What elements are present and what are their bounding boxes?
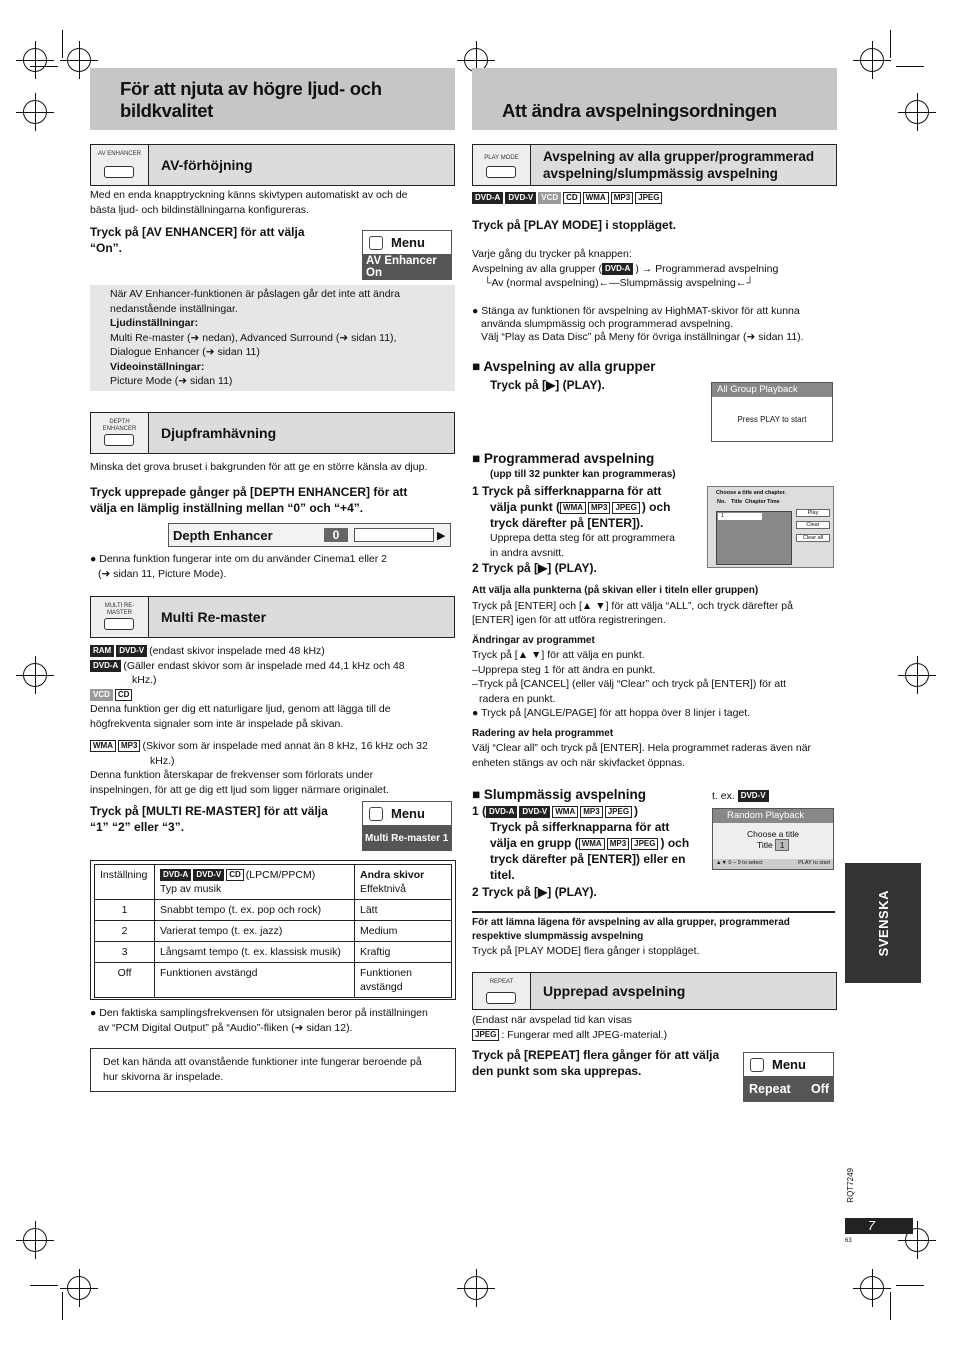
av-instruction: [90, 224, 350, 256]
text-line: 1 Tryck på sifferknapparna för att: [472, 484, 662, 498]
osd-value: Multi Re-master 1: [363, 826, 451, 850]
disc-tag: DVD-A: [90, 660, 121, 672]
disc-tag: WMA: [583, 192, 609, 204]
disc-tag: DVD-V: [193, 869, 224, 881]
text: 1 (: [472, 804, 487, 818]
cell: 2: [95, 921, 155, 942]
text-line: tryck därefter på [ENTER]) eller en: [490, 852, 686, 866]
program-step1: [472, 483, 704, 531]
text-line: titel.: [490, 868, 515, 882]
text-line: ● Tryck på [ANGLE/PAGE] för att hoppa över 8 linjer i taget.: [472, 707, 751, 719]
osd-clear-button[interactable]: Clear: [796, 521, 830, 529]
registration-mark: [23, 48, 47, 72]
text-line: Tryck på [▲ ▼] för att välja en punkt.: [472, 649, 645, 661]
osd-menu-label: Menu: [772, 1057, 806, 1072]
settings-table-frame: [90, 860, 456, 1000]
osd-value: AV Enhancer On: [363, 255, 451, 279]
depth-enhancer-bar: [168, 523, 451, 547]
disc-tag: CD: [563, 192, 581, 204]
text-line: bästa ljud- och bildinställningarna konfigureras.: [90, 203, 309, 216]
table-row: [95, 963, 452, 998]
text-line: När AV Enhancer-funktionen är påslagen går det inte att ändra: [110, 288, 400, 300]
osd-title-field[interactable]: 1: [775, 839, 789, 851]
crop-mark: [896, 1285, 924, 1286]
program-osd: [707, 486, 834, 568]
multi-remaster-bullet: [90, 1006, 460, 1035]
section-title: Djupframhävning: [161, 425, 277, 441]
right-page-title: Att ändra avspelningsordningen: [502, 100, 777, 121]
osd-menu-label: Menu: [391, 806, 425, 821]
registration-mark: [23, 663, 47, 687]
text-line: (Gäller endast skivor som är inspelade med 44,1 kHz och 48: [123, 659, 405, 672]
all-group-heading: ■ Avspelning av alla grupper: [472, 359, 656, 374]
col-label: Title: [731, 499, 743, 505]
registration-mark: [67, 48, 91, 72]
registration-mark: [464, 1276, 488, 1300]
text-line: in andra avsnitt.: [490, 546, 565, 559]
multi-remaster-osd: [362, 801, 452, 851]
cell: Medium: [355, 921, 452, 942]
text-line: [ENTER] igen för att utföra registreringen.: [472, 614, 666, 626]
text-line: Multi Re-master (➜ nedan), Advanced Surround (➜ sidan 11),: [110, 331, 397, 344]
divider: [472, 911, 835, 913]
language-label: SVENSKA: [875, 889, 891, 957]
text: Effektnivå: [360, 883, 406, 895]
osd-title: Random Playback: [713, 809, 833, 823]
disc-tag: MP3: [580, 806, 602, 818]
text-line: –Tryck på [CANCEL] (eller välj “Clear” och tryck på [ENTER]) för att: [472, 678, 787, 690]
av-enhancer-section-header: [90, 144, 455, 186]
col-label: Chapter: [745, 499, 766, 505]
disc-tag: WMA: [90, 740, 116, 752]
play-mode-instruction: Tryck på [PLAY MODE] i stoppläget.: [472, 218, 677, 232]
menu-icon: [750, 1058, 764, 1072]
bar-value: 0: [324, 528, 348, 542]
text-line: använda slumpmässig och programmerad avspelning.: [481, 318, 734, 330]
repeat-note: [472, 1013, 667, 1042]
disc-tag: DVD-A: [472, 192, 503, 204]
text-line: kHz.): [150, 754, 175, 767]
crop-mark: [890, 1292, 891, 1320]
random-example: [712, 789, 771, 804]
disc-tag: VCD: [538, 192, 561, 204]
left-page-title: För att njuta av högre ljud- och bildkvalitet: [120, 78, 382, 121]
osd-value: Off: [810, 1082, 829, 1096]
play-mode-bullet: [472, 305, 842, 344]
disc-tag: JPEG: [631, 838, 658, 850]
all-group-instruction: Tryck på [▶] (PLAY).: [490, 378, 605, 392]
text-line: kHz.): [132, 674, 157, 686]
play-mode-button-icon: [473, 145, 531, 185]
disc-tag: VCD: [90, 689, 113, 701]
multi-remaster-section-header: [90, 596, 455, 638]
registration-mark: [67, 1276, 91, 1300]
multi-remaster-instruction: [90, 803, 360, 835]
text-line: “1” “2” eller “3”.: [90, 820, 185, 834]
table-header: Inställning: [95, 865, 155, 900]
text-line: enheten stängs av och när skivfacket öppnas.: [472, 756, 686, 769]
disc-tag: MP3: [607, 838, 629, 850]
text-line: Avspelning av alla grupper/programmerad: [543, 149, 815, 164]
crop-mark: [30, 66, 58, 67]
program-heading: ■ Programmerad avspelning: [472, 451, 655, 466]
cell: [355, 963, 452, 998]
text-line: └Av (normal avspelning)←—Slumpmässig avspelning←┘: [484, 277, 754, 289]
text-line: (➜ sidan 11, Picture Mode).: [98, 567, 227, 580]
random-osd: [712, 808, 834, 870]
settings-table: [94, 864, 452, 998]
col-label: Time: [767, 499, 780, 505]
text-line: den punkt som ska upprepas.: [472, 1064, 642, 1078]
text: Andra skivor: [360, 869, 425, 881]
disc-tag: DVD-V: [505, 192, 536, 204]
text-line: Picture Mode (➜ sidan 11): [110, 375, 233, 387]
disc-tag: JPEG: [605, 806, 632, 818]
program-grid: [716, 511, 792, 565]
text-line: Tryck upprepade gånger på [DEPTH ENHANCER] för att: [90, 485, 408, 499]
random-step1: [472, 803, 707, 883]
program-step1-note: [490, 531, 675, 560]
bar-arrow-icon: ▶: [437, 529, 446, 542]
bar-track: [354, 528, 434, 542]
play-mode-disc-tags: [472, 189, 664, 207]
av-note-box: [90, 285, 455, 391]
osd-text: Choose a title: [747, 829, 799, 839]
disc-tag: DVD-A: [486, 806, 517, 818]
text-line: –Upprepa steg 1 för att ändra en punkt.: [472, 663, 656, 676]
text-line: Denna funktion ger dig ett naturligare ljud, genom att lägga till de: [90, 703, 391, 715]
disc-tag: JPEG: [612, 502, 639, 514]
text-line: “On”.: [90, 241, 122, 255]
depth-enhancer-section-header: [90, 412, 455, 454]
menu-icon: [369, 807, 383, 821]
osd-text: Title: [756, 840, 773, 850]
text-line: Varje gång du trycker på knappen:: [472, 248, 632, 260]
multi-remaster-body: [90, 644, 460, 797]
registration-mark: [860, 48, 884, 72]
text: t. ex.: [712, 790, 735, 802]
osd-play-button[interactable]: Play: [796, 509, 830, 517]
disc-tag: JPEG: [472, 1029, 499, 1041]
text-line: ● Den faktiska samplingsfrekvensen för utsignalen beror på inställningen: [90, 1007, 428, 1019]
text-line: Tryck på [MULTI RE-MASTER] för att välja: [90, 804, 328, 818]
text: ) och: [641, 500, 671, 514]
text-line: För att lämna lägena för avspelning av alla grupper, programmerad: [472, 917, 790, 928]
random-heading: ■ Slumpmässig avspelning: [472, 787, 646, 802]
text-line: nedanstående inställningar.: [110, 302, 238, 315]
av-enhancer-osd: [362, 230, 452, 280]
random-step2: 2 Tryck på [▶] (PLAY).: [472, 885, 597, 899]
text: ) och: [660, 836, 690, 850]
text-line: ● Stänga av funktionen för avspelning av HighMAT-skivor för att kunna: [472, 305, 800, 317]
text: : Fungerar med allt JPEG-material.): [501, 1028, 668, 1041]
cell: 3: [95, 942, 155, 963]
page-number: 7: [867, 1218, 875, 1233]
button-caption: AV ENHANCER: [98, 151, 141, 157]
disc-tag: WMA: [579, 838, 605, 850]
text-line: (Endast när avspelad tid kan visas: [472, 1014, 632, 1026]
text-line: tryck därefter på [ENTER]).: [490, 516, 644, 530]
disc-tag: WMA: [552, 806, 578, 818]
text-line: (Skivor som är inspelade med annat än 8 kHz, 16 kHz och 32: [142, 740, 428, 752]
cell: Snabbt tempo (t. ex. pop och rock): [155, 900, 355, 921]
text: Avspelning av alla grupper (: [472, 262, 602, 275]
button-caption: MULTI RE-MASTER: [104, 603, 135, 616]
osd-menu-label: Menu: [391, 235, 425, 250]
small-page-number: 63: [845, 1238, 852, 1244]
section-title: [531, 148, 814, 182]
button-caption: PLAY MODE: [484, 155, 519, 161]
disc-tag: DVD-V: [519, 806, 550, 818]
table-row: [95, 900, 452, 921]
disc-tag: DVD-V: [116, 645, 147, 657]
crop-mark: [30, 1285, 58, 1286]
disc-tag: CD: [226, 869, 244, 881]
crop-mark: [890, 30, 891, 58]
text-line: Välj “Play as Data Disc” på Meny för övriga inställningar (➜ sidan 11).: [481, 331, 804, 343]
text: Typ av musik: [160, 883, 222, 895]
av-description: [90, 188, 455, 217]
text: välja punkt (: [490, 500, 561, 514]
text-line: Upprepa detta steg för att programmera: [490, 532, 676, 544]
document-code: [840, 1160, 860, 1210]
text: avstängd: [360, 981, 403, 993]
program-details: [472, 584, 842, 770]
text: Funktionen: [360, 967, 412, 979]
registration-mark: [23, 100, 47, 124]
disc-tag: DVD-A: [602, 263, 633, 275]
bar-label: Depth Enhancer: [173, 527, 273, 543]
registration-mark: [860, 1276, 884, 1300]
button-caption: DEPTH ENHANCER: [102, 419, 137, 432]
text-line: Dialogue Enhancer (➜ sidan 11): [110, 346, 260, 358]
all-group-osd: [711, 382, 833, 442]
disc-tag: CD: [115, 689, 133, 701]
disc-tag: MP3: [588, 502, 610, 514]
text: ): [634, 804, 639, 818]
cell: Kraftig: [355, 942, 452, 963]
repeat-button-icon: [473, 973, 531, 1009]
registration-mark: [905, 100, 929, 124]
text-line: hur skivorna är inspelade.: [103, 1070, 224, 1083]
text: ) → Programmerad avspelning: [635, 262, 779, 275]
depth-instruction: [90, 484, 455, 516]
text-line: välja en lämplig inställning mellan “0” och “+4”.: [90, 501, 364, 515]
text-line: Tryck på [REPEAT] flera gånger för att välja: [472, 1048, 720, 1062]
crop-mark: [896, 66, 924, 67]
play-mode-cycle: [472, 247, 842, 291]
menu-icon: [369, 236, 383, 250]
text-line: (endast skivor inspelade med 48 kHz): [149, 645, 325, 657]
depth-enhancer-button-icon: [91, 413, 149, 453]
osd-clear-all-button[interactable]: Clear all: [796, 534, 830, 542]
registration-mark: [23, 1228, 47, 1252]
repeat-instruction: [472, 1047, 742, 1079]
disc-tag: DVD-A: [160, 869, 191, 881]
text-line: respektive slumpmässig avspelning: [472, 931, 644, 942]
text-line: Tryck på sifferknapparna för att: [490, 820, 670, 834]
disc-tag: JPEG: [635, 192, 662, 204]
table-header: [155, 865, 355, 900]
text-line: av “PCM Digital Output” på “Audio”-fliken (➜ sidan 12).: [98, 1021, 353, 1034]
language-tab: [845, 863, 921, 983]
registration-mark: [905, 663, 929, 687]
disc-tag: DVD-V: [738, 790, 769, 802]
crop-mark: [62, 1292, 63, 1320]
text: (LPCM/PPCM): [245, 869, 316, 881]
osd-label: Repeat: [749, 1082, 791, 1096]
osd-text: Press PLAY to start: [737, 415, 807, 424]
text-line: Det kan hända att ovanstående funktioner inte fungerar beroende på: [103, 1056, 422, 1068]
cell: Långsamt tempo (t. ex. klassisk musik): [155, 942, 355, 963]
left-page-title-bar: [90, 68, 455, 130]
subheading: Att välja alla punkterna (på skivan eller i titeln eller gruppen): [472, 585, 759, 596]
section-title: AV-förhöjning: [161, 157, 253, 173]
text-line: inspelningen, för att ge dig ett ljud som ligger närmare originalet.: [90, 783, 389, 796]
program-step2: 2 Tryck på [▶] (PLAY).: [472, 561, 597, 575]
depth-description: Minska det grova bruset i bakgrunden för att ge en större känsla av djup.: [90, 461, 428, 473]
multi-remaster-button-icon: [91, 597, 149, 637]
text-line: avspelning/slumpmässig avspelning: [543, 166, 778, 181]
text-line: Välj “Clear all” och tryck på [ENTER]. Hela programmet raderas även när: [472, 742, 812, 754]
text-line: Med en enda knapptryckning känns skivtypen automatiskt av och de: [90, 189, 408, 201]
code-text: RQT7249: [845, 1167, 855, 1203]
page-number-bar: [845, 1218, 913, 1234]
text-line: ● Denna funktion fungerar inte om du använder Cinema1 eller 2: [90, 553, 388, 565]
program-subheading: (upp till 32 punkter kan programmeras): [490, 469, 676, 480]
section-title: Upprepad avspelning: [543, 983, 686, 999]
text-line: högfrekventa signaler som inte är inspelade på skivan.: [90, 717, 344, 730]
disc-tag: MP3: [118, 740, 140, 752]
text-line: Tryck på [PLAY MODE] flera gånger i stoppläget.: [472, 945, 700, 957]
osd-footer: PLAY to start: [798, 860, 830, 866]
disc-tag: MP3: [611, 192, 633, 204]
button-caption: REPEAT: [489, 979, 514, 985]
disc-tag: WMA: [560, 502, 586, 514]
section-title: Multi Re-master: [161, 609, 267, 625]
crop-mark: [62, 30, 63, 58]
exit-note: [472, 916, 837, 958]
text-line: Denna funktion återskapar de frekvenser som förlorats under: [90, 769, 374, 781]
osd-heading: Choose a title and chapter.: [716, 490, 786, 496]
col-label: No.: [717, 499, 726, 505]
table-header: [355, 865, 452, 900]
cell: Funktionen avstängd: [155, 963, 355, 998]
osd-footer: ▲▼ 0 – 9 to select: [716, 860, 763, 866]
disc-tag: RAM: [90, 645, 114, 657]
av-enhancer-button-icon: [91, 145, 149, 185]
subheading: Ändringar av programmet: [472, 634, 595, 646]
program-row-number: 1: [718, 513, 762, 520]
text: välja en grupp (: [490, 836, 579, 850]
text-line: Videoinställningar:: [110, 360, 205, 373]
text-line: Tryck på [AV ENHANCER] för att välja: [90, 225, 305, 239]
repeat-section-header: [472, 972, 837, 1010]
table-row: [95, 921, 452, 942]
cell: Varierat tempo (t. ex. jazz): [155, 921, 355, 942]
subheading: Radering av hela programmet: [472, 727, 614, 739]
text-line: Tryck på [ENTER] och [▲ ▼] för att välja “ALL”, och tryck därefter på: [472, 599, 793, 612]
depth-bullet: [90, 552, 455, 581]
cell: Lätt: [355, 900, 452, 921]
repeat-osd: [743, 1052, 834, 1102]
osd-title: All Group Playback: [712, 383, 832, 397]
cell: Off: [95, 963, 155, 998]
play-mode-section-header: [472, 144, 837, 186]
text-line: Ljudinställningar:: [110, 317, 199, 329]
right-page-title-bar: [472, 68, 837, 130]
cell: 1: [95, 900, 155, 921]
table-row: [95, 942, 452, 963]
text-line: radera en punkt.: [479, 692, 556, 705]
note-box: [90, 1048, 456, 1092]
